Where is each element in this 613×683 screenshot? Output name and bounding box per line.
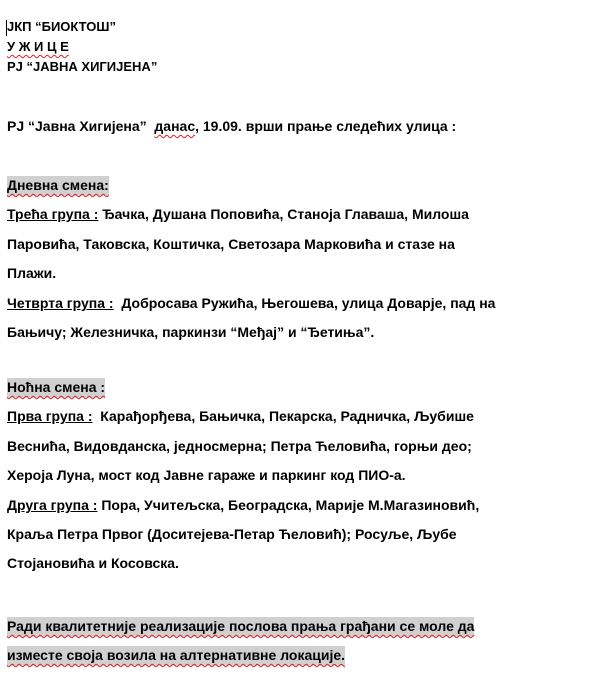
group4-line2: Бањичу; Железничка, паркинзи “Међај” и “Ђетиња”.	[7, 324, 375, 340]
group1-line2: Веснића, Видовданска, једносмерна; Петра Ћеловића, горњи део;	[7, 438, 472, 454]
notice-line1	[7, 618, 474, 634]
group3-label: Трећа група :	[7, 206, 99, 222]
group3-line3: Плажи.	[7, 265, 57, 281]
day-shift-title-text: Дневна смена:	[7, 176, 109, 196]
org-name: ЈКП “БИОКТОШ”	[7, 19, 116, 34]
group2-label: Друга група :	[7, 497, 98, 513]
group3-line2: Паровића, Таковска, Коштичка, Светозара Марковића и стазе на	[7, 236, 455, 252]
intro-unit: РЈ “Јавна Хигијена”	[7, 118, 147, 134]
group2-line3: Стојановића и Косовска.	[7, 555, 179, 571]
intro-line: РЈ “Јавна Хигијена” данас, 19.09. врши прање следећих улица :	[7, 118, 457, 134]
group4-line1	[7, 295, 495, 311]
notice-text1: Ради квалитетније реализације послова прања грађани се моле да	[7, 617, 474, 637]
city-name	[7, 39, 69, 54]
intro-today: данас	[154, 118, 196, 134]
group2-line1	[7, 497, 479, 513]
group1-label: Прва група :	[7, 408, 93, 424]
notice-line2	[7, 647, 345, 663]
group4-label: Четврта група :	[7, 295, 114, 311]
group1-text1: Карађорђева, Бањичка, Пекарска, Радничка, Љубише	[100, 408, 474, 424]
group2-line2: Краља Петра Првог (Доситејева-Петар Ћеловић); Росуље, Љубе	[7, 526, 457, 542]
group4-text1: Добросава Ружића, Његошева, улица Доварје, пад на	[121, 295, 496, 311]
group3-line1	[7, 206, 469, 222]
group1-line3: Хероја Луна, мост код Јавне гараже и паркинг код ПИО-а.	[7, 467, 406, 483]
notice-text2: изместе своја возила на алтернативне локације.	[7, 646, 345, 666]
group1-line1	[7, 408, 474, 424]
night-shift-title-text: Ноћна смена :	[7, 378, 105, 398]
group3-text1: Ђачка, Душана Поповића, Станоја Главаша, Милоша	[102, 206, 469, 222]
city-text: У Ж И Ц Е	[7, 39, 69, 54]
intro-rest: врши прање следећих улица :	[245, 118, 457, 134]
day-shift-title	[7, 177, 109, 193]
intro-date: 19.09.	[202, 118, 242, 134]
group2-text1: Пора, Учитељска, Београдска, Марије М.Магазиновић,	[101, 497, 480, 513]
night-shift-title	[7, 379, 105, 395]
unit-name: РЈ “ЈАВНА ХИГИЈЕНА”	[7, 59, 158, 74]
